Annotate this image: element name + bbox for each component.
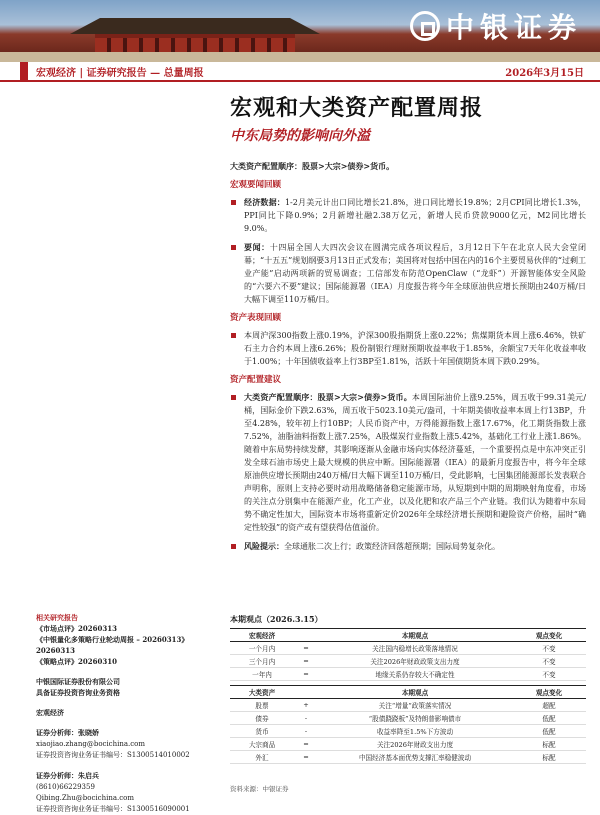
analyst-phone: (8610)66229359	[36, 783, 95, 791]
accent-stripe	[20, 62, 28, 80]
brand-logo	[410, 6, 582, 46]
bullet-label: 大类资产配置顺序：股票>大宗>债券>货币。	[244, 392, 412, 402]
page-subtitle: 中东局势的影响向外溢	[230, 128, 370, 144]
palace-square	[0, 52, 600, 62]
analyst-cert: 证券投资咨询业务证书编号：S1300516090001	[36, 805, 190, 813]
allocation-lead: 大类资产配置顺序：股票>大宗>债券>货币。	[230, 161, 395, 171]
analyst-2: 证券分析师：朱启兵	[36, 771, 99, 780]
license: 具备证券投资咨询业务资格	[36, 688, 120, 697]
source-note: 资料来源：中银证券	[230, 785, 289, 793]
risk-label: 风险提示：	[244, 541, 284, 551]
list-item	[230, 241, 586, 306]
analyst-1: 证券分析师：张晓娇	[36, 728, 99, 737]
bullet-text: 本周沪深300指数上涨0.19%，沪深300股指期货上涨0.22%；焦煤期货本周上涨6.46%，铁矿石主力合约本周上涨6.26%；股份制银行理财预期收益率收于1.85%，余额宝7天年化收益率收于1.00%；十年国债收益率上行3BP至1.81%，活跃十年国债期货本周下跌0.29%。	[244, 331, 586, 366]
related-report[interactable]: 《策略点评》20260310	[36, 657, 117, 666]
risk-text: 全球通胀二次上行；政策经济回落超预期；国际局势复杂化。	[284, 542, 500, 551]
analyst-email[interactable]: xiaojiao.zhang@bocichina.com	[36, 740, 146, 748]
table-row: 一个月内 = 关注国内稳增长政策落地情况 不变	[230, 642, 586, 655]
list-item	[230, 196, 586, 235]
bullet-label: 要闻：	[244, 242, 270, 252]
table-row: 外汇 = 中国经济基本面优势支撑汇率稳健波动 标配	[230, 751, 586, 764]
report-type: 宏观经济 | 证券研究报告 — 总量周报	[36, 68, 204, 79]
table-row: 股票 + 关注“增量”政策落实情况 超配	[230, 699, 586, 712]
macro-table: 宏观经济 本期观点 观点变化 一个月内 = 关注国内稳增长政策落地情况 不变 三个月内 = 关注2026年财政政策支出力度 不变 一年内 = 地缘关系仍存较大不确定性 不变	[230, 628, 586, 681]
analyst-cert: 证券投资咨询业务证书编号：S1300514010002	[36, 751, 190, 759]
category: 宏观经济	[36, 708, 64, 717]
company-name: 中银国际证券股份有限公司	[36, 677, 120, 686]
table-row: 债券 - “股债跷跷板”及特朗普影响债市 低配	[230, 712, 586, 725]
table-row: 大宗商品 = 关注2026年财政支出力度 标配	[230, 738, 586, 751]
asset-table: 大类资产 本期观点 观点变化 股票 + 关注“增量”政策落实情况 超配 债券 - “股债跷跷板”及特朗普影响债市 低配 货币 - 收益率降至1.5%下方波动 低配 大宗商品 = 关注2026年财政支出力度 标配 外汇 = 中国经济基本面优势支撑汇率稳健波动 标配	[230, 685, 586, 764]
bullet-text: 1-2月美元计出口同比增长21.8%，进口同比增长19.8%；2月CPI同比增长1.3%，PPI同比下降0.9%；2月新增社融2.38万亿元，新增人民币贷款9000亿元，M2同比增长9.0%。	[244, 198, 586, 233]
analyst-email[interactable]: Qibing.Zhu@bocichina.com	[36, 794, 134, 802]
bullet-text: 本周国际油价上涨9.25%，周五收于99.31美元/桶，国际金价下跌2.63%，周五收于5023.10美元/盎司，十年期美债收益率本周上行13BP，升至4.28%，较年初上行10BP；人民币资产中，万得能源指数上涨17.67%，化工期货指数上涨7.52%，油脂油料指数上涨7.25%，A股煤炭行业指数上涨5.42%，基础化工行业上涨1.86%。随着中东局势持续发酵，其影响逐渐从金融市场向实体经济蔓延，一个重要拐点是中东冲突正引发全球石油市场史上最大规模的供应中断。国际能源署（IEA）的最新月度报告中，将今年全球原油供应增长预期由240万桶/日大幅下调至110万桶/日，受此影响，七国集团能源部长发表联合声明称，原则上支持必要时动用战略储备稳定能源市场，从短期到中期的周期映射角度看，市场的关注点分别集中在能源产业，化工产业，以及化肥和农产品三个产业链。我们认为随着中东局势不确定性加大，国际资本市场将重新定价2026年全球经济增长预期和避险资产价格，届时“确定性较强”的资产或有望获得估值溢价。	[244, 393, 587, 532]
section-title: 资产表现回顾	[230, 313, 282, 323]
table-row: 三个月内 = 关注2026年财政政策支出力度 不变	[230, 655, 586, 668]
related-report[interactable]: 《中银量化多策略行业轮动周报 – 20260313》20260313	[36, 635, 189, 655]
table-row: 货币 - 收益率降至1.5%下方波动 低配	[230, 725, 586, 738]
section-title: 宏观要闻回顾	[230, 180, 282, 190]
risk-item	[230, 540, 586, 553]
table-row: 一年内 = 地缘关系仍存较大不确定性 不变	[230, 668, 586, 681]
header-banner	[0, 0, 600, 62]
bullet-text: 十四届全国人大四次会议在圆满完成各项议程后，3月12日下午在北京人民大会堂闭幕；“十五五”规划纲要3月13日正式发布；美国将对包括中国在内的16个主要贸易伙伴的“过剩工业产能”启动两项新的贸易调查；工信部发布防范OpenClaw（“龙虾”）开源智能体安全风险的“六要六不要”建议；国际能源署（IEA）月度报告将今年全球原油供应增长预期由240万桶/日大幅下调至110万桶/日。	[244, 243, 586, 304]
related-title: 相关研究报告	[36, 613, 78, 622]
main-content	[230, 160, 586, 559]
list-item	[230, 391, 586, 534]
report-date: 2026年3月15日	[505, 68, 584, 79]
page-title: 宏观和大类资产配置周报	[230, 95, 484, 121]
palace-roof	[70, 18, 320, 34]
bullet-label: 经济数据：	[244, 197, 285, 207]
list-item	[230, 329, 586, 368]
boc-logo-icon	[410, 11, 440, 41]
related-report[interactable]: 《市场点评》20260313	[36, 624, 117, 633]
section-title: 资产配置建议	[230, 375, 282, 385]
sidebar	[36, 612, 226, 815]
weekly-title: 本期观点（2026.3.15）	[230, 614, 323, 624]
brand-name: 中银证券	[445, 11, 582, 44]
